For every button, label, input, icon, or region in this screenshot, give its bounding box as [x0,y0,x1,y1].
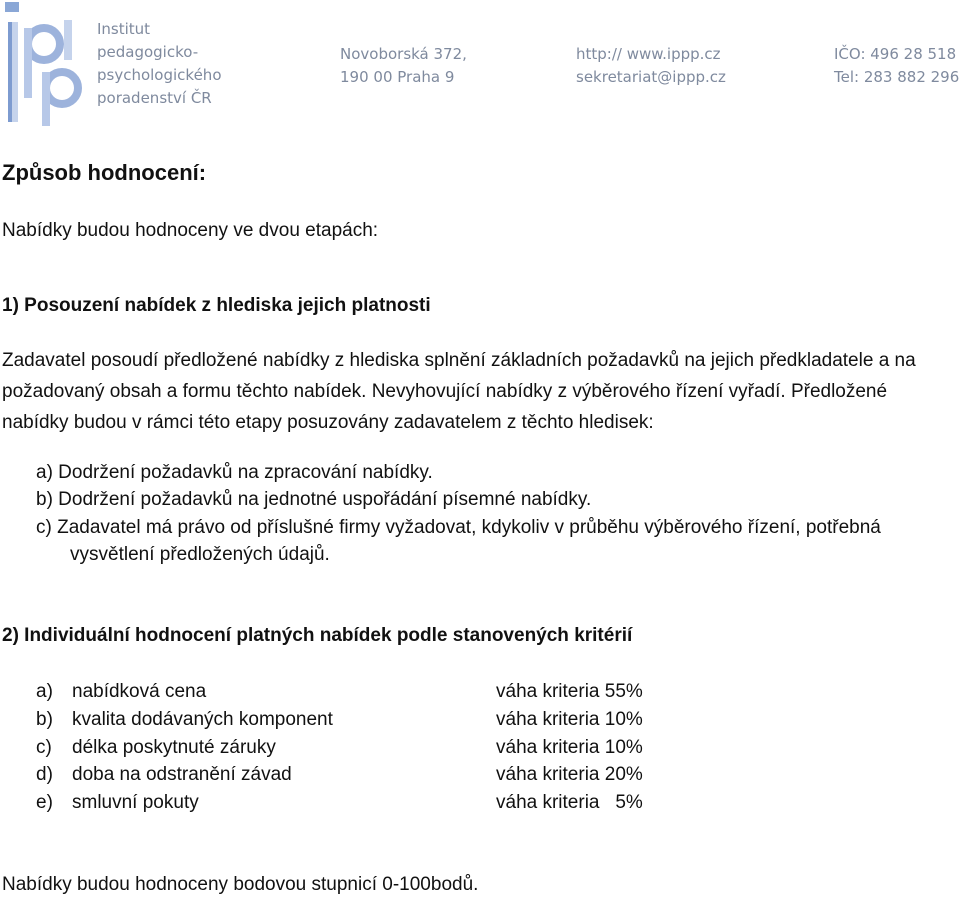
stage1-heading: 1) Posouzení nabídek z hlediska jejich platnosti [2,295,431,316]
stage1-item-c: c) Zadavatel má právo od příslušné firmy vyžadovat, kdykoliv v průběhu výběrového řízení, potřebná vysvětlení předložených údajů. [36,517,881,565]
footer-note: Nabídky budou hodnoceny bodovou stupnicí 0-100bodů. [2,874,479,895]
criterion-name: kvalita dodávaných komponent [72,709,333,730]
criterion-weight: váha kriteria 5% [496,792,643,813]
criterion-key: a) [36,681,53,702]
criterion-weight: váha kriteria 20% [496,764,643,785]
criterion-name: doba na odstranění závad [72,764,292,785]
stage1-item-b: b) Dodržení požadavků na jednotné uspořádání písemné nabídky. [36,489,592,510]
criterion-name: smluvní pokuty [72,792,199,813]
page-title: Způsob hodnocení: [2,160,207,185]
letterhead [0,0,960,128]
criterion-name: délka poskytnuté záruky [72,737,276,758]
criterion-key: e) [36,792,53,813]
intro-text: Nabídky budou hodnoceny ve dvou etapách: [2,220,379,241]
criterion-key: d) [36,764,53,785]
criterion-name: nabídková cena [72,681,207,702]
criterion-weight: váha kriteria 10% [496,737,643,758]
stage1-paragraph: Zadavatel posoudí předložené nabídky z hlediska splnění základních požadavků na jejich předkladatele a na požadovaný obsah a formu těchto nabídek. Nevyhovující nabídky z výběrového řízení vyřadí. Předložené nabídky budou v rámci této etapy posuzovány zadavatelem z těchto hledisek: [2,350,916,433]
criterion-weight: váha kriteria 10% [496,709,643,730]
criterion-key: b) [36,709,53,730]
criterion-row [36,709,643,731]
stage1-item-a: a) Dodržení požadavků na zpracování nabídky. [36,462,433,483]
institute-name: Institut pedagogicko- psychologického poradenství ČR [97,20,222,107]
criterion-key: c) [36,737,52,758]
criterion-row [36,764,643,786]
ippp-logo [2,2,84,126]
criterion-row [36,737,643,759]
web-contact: http:// www.ippp.cz sekretariat@ippp.cz [576,45,726,86]
ico-tel: IČO: 496 28 518 Tel: 283 882 296 [834,45,960,86]
criterion-weight: váha kriteria 55% [496,681,643,702]
criterion-row [36,681,643,703]
criterion-row [36,792,643,814]
stage2-heading: 2) Individuální hodnocení platných nabídek podle stanovených kritérií [2,625,633,646]
address: Novoborská 372, 190 00 Praha 9 [340,45,467,86]
